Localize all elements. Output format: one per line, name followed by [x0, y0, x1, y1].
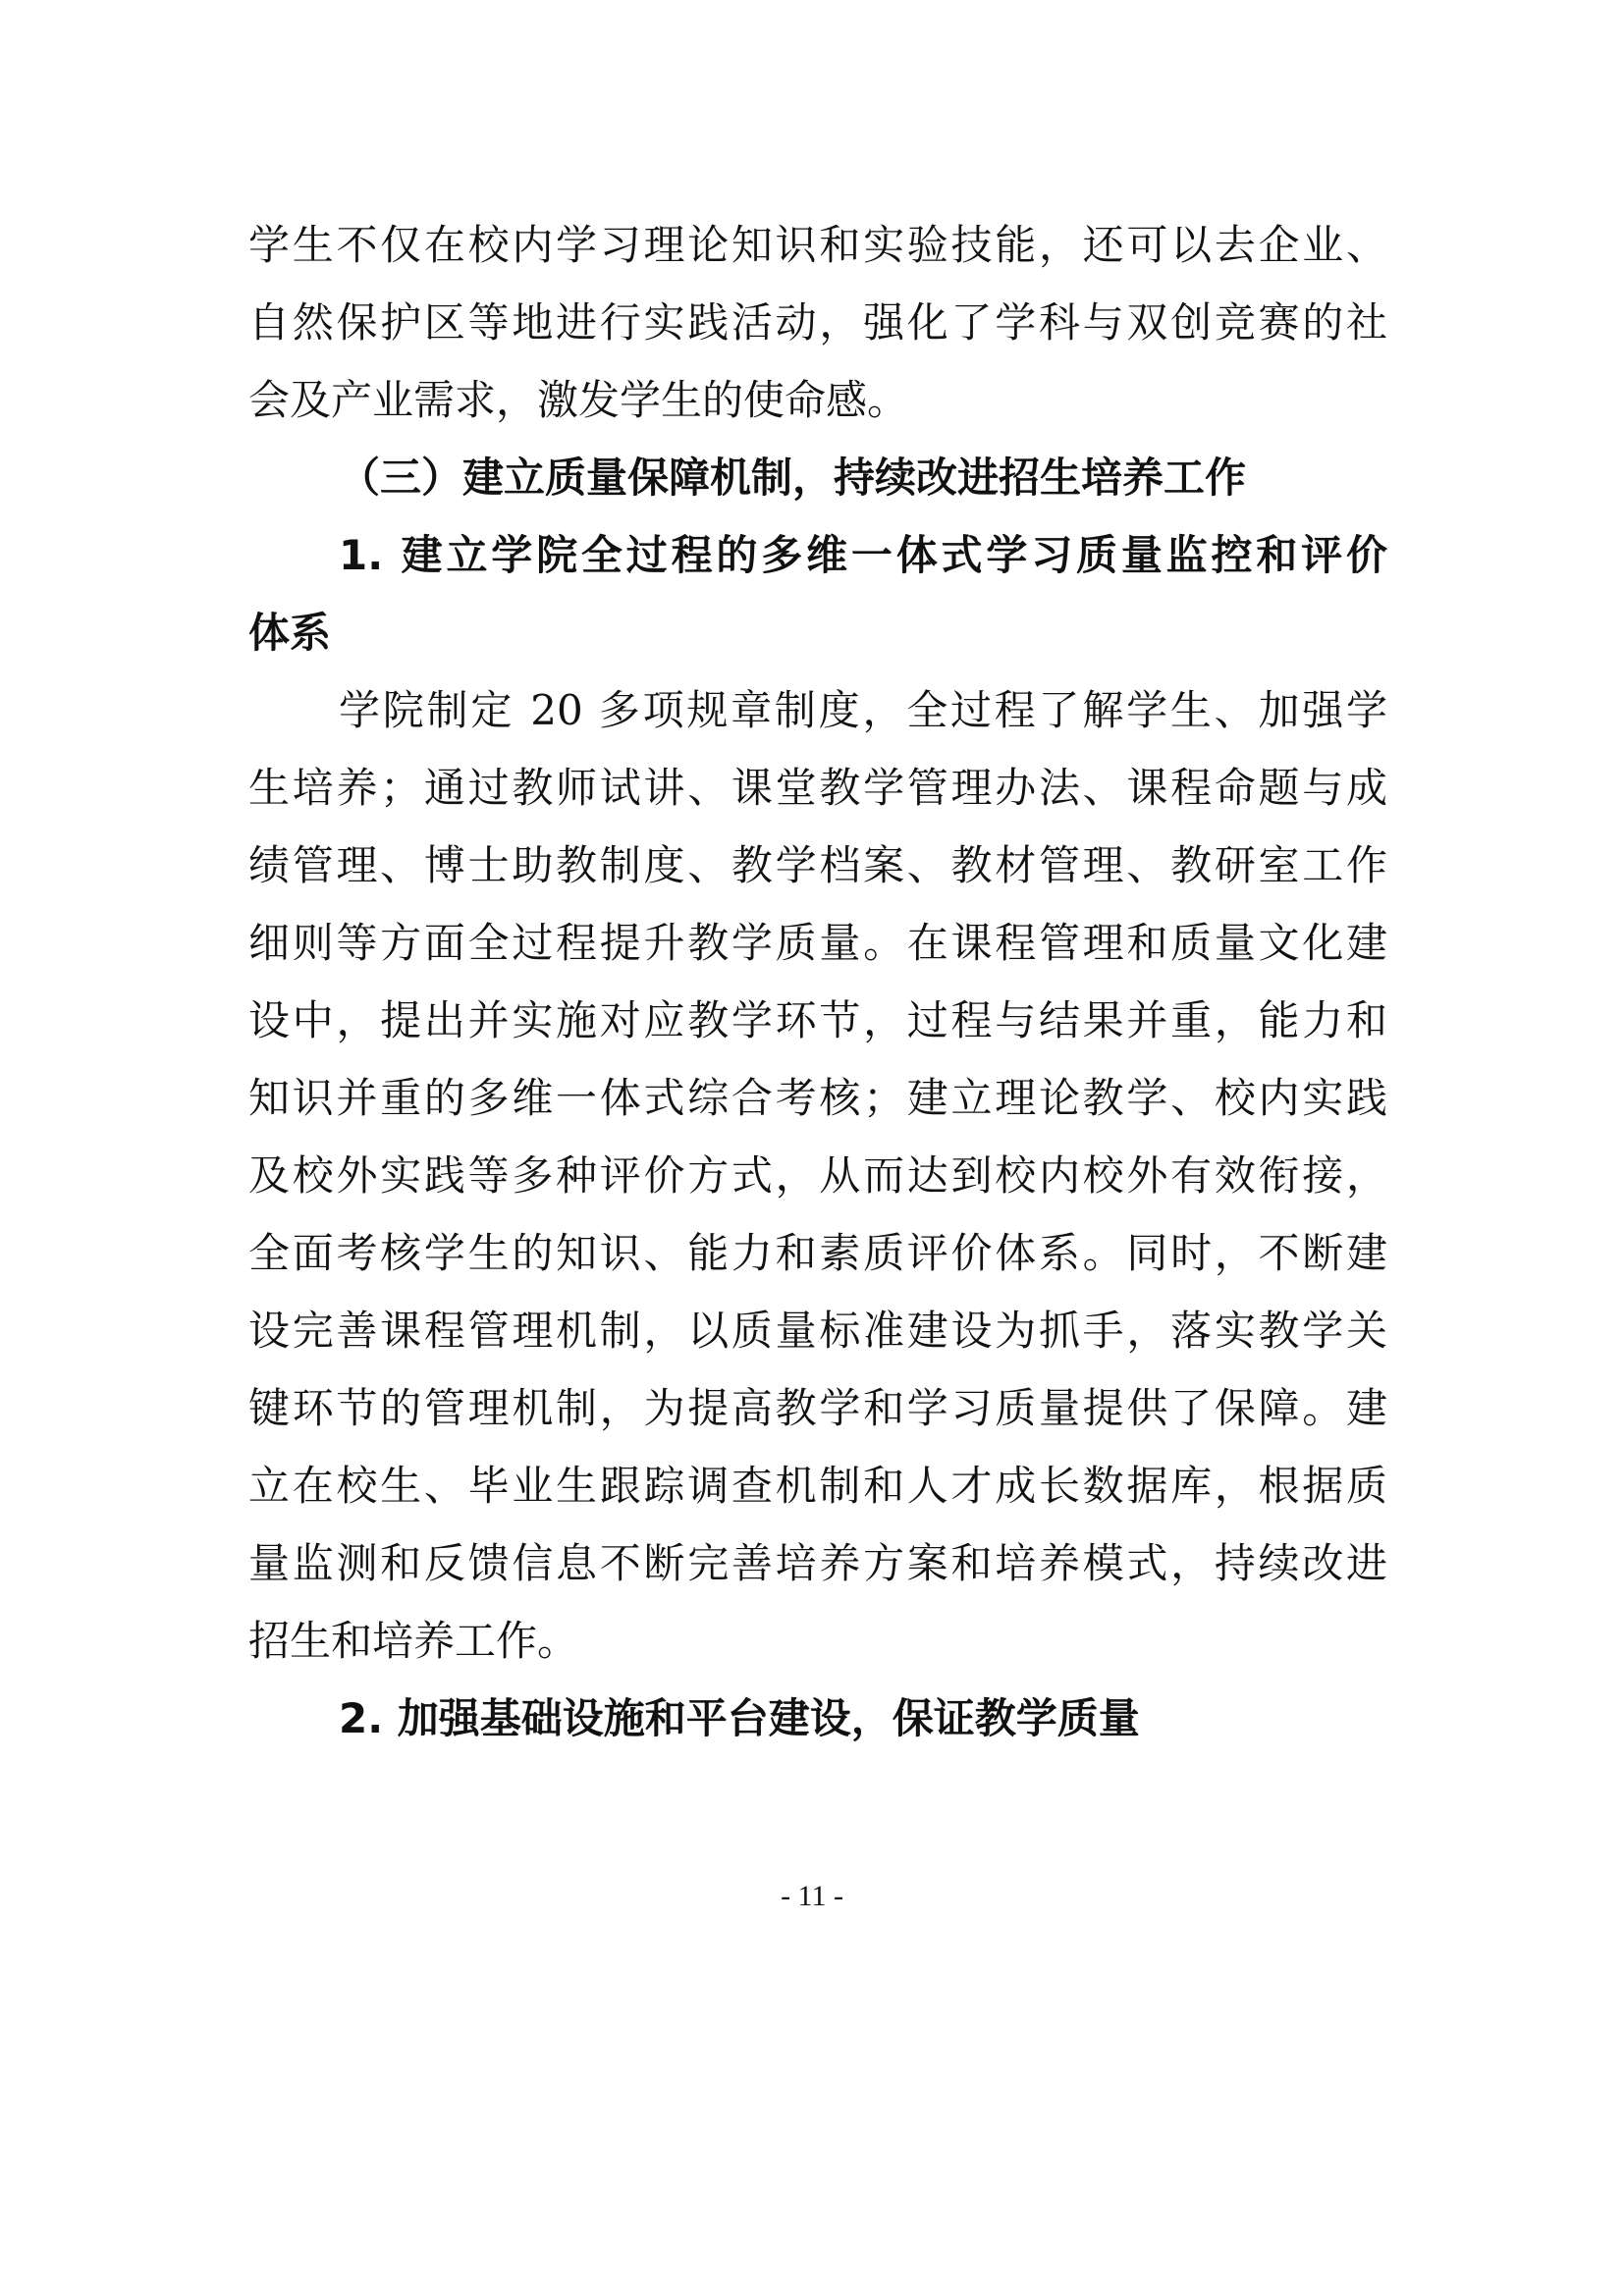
paragraph-line: 细则等方面全过程提升教学质量。在课程管理和质量文化建	[248, 919, 1387, 967]
paragraph-line: 自然保护区等地进行实践活动，强化了学科与双创竞赛的社	[248, 298, 1387, 347]
paragraph-line: 量监测和反馈信息不断完善培养方案和培养模式，持续改进	[248, 1539, 1387, 1587]
paragraph-line: 全面考核学生的知识、能力和素质评价体系。同时，不断建	[248, 1229, 1387, 1277]
subheading-line: 体系	[248, 609, 332, 657]
paragraph-line: 键环节的管理机制，为提高教学和学习质量提供了保障。建	[248, 1384, 1387, 1432]
paragraph-line: 立在校生、毕业生跟踪调查机制和人才成长数据库，根据质	[248, 1462, 1387, 1510]
paragraph-line: 绩管理、博士助教制度、教学档案、教材管理、教研室工作	[248, 841, 1387, 889]
paragraph-line: 学生不仅在校内学习理论知识和实验技能，还可以去企业、	[248, 221, 1387, 269]
paragraph-line: 生培养；通过教师试讲、课堂教学管理办法、课程命题与成	[248, 764, 1387, 812]
paragraph-line: 招生和培养工作。	[248, 1617, 579, 1665]
page-number: - 11 -	[781, 1880, 843, 1912]
paragraph-line: 知识并重的多维一体式综合考核；建立理论教学、校内实践	[248, 1074, 1387, 1122]
subheading-line: 1. 建立学院全过程的多维一体式学习质量监控和评价	[339, 531, 1387, 579]
paragraph-line: 学院制定 20 多项规章制度，全过程了解学生、加强学	[339, 686, 1387, 734]
section-heading: （三）建立质量保障机制，持续改进招生培养工作	[339, 454, 1247, 502]
subheading: 2. 加强基础设施和平台建设，保证教学质量	[339, 1694, 1140, 1742]
paragraph-line: 及校外实践等多种评价方式，从而达到校内校外有效衔接，	[248, 1151, 1387, 1200]
paragraph-line: 设中，提出并实施对应教学环节，过程与结果并重，能力和	[248, 996, 1387, 1044]
paragraph-line: 会及产业需求，激发学生的使命感。	[248, 376, 909, 424]
paragraph-line: 设完善课程管理机制，以质量标准建设为抓手，落实教学关	[248, 1307, 1387, 1355]
